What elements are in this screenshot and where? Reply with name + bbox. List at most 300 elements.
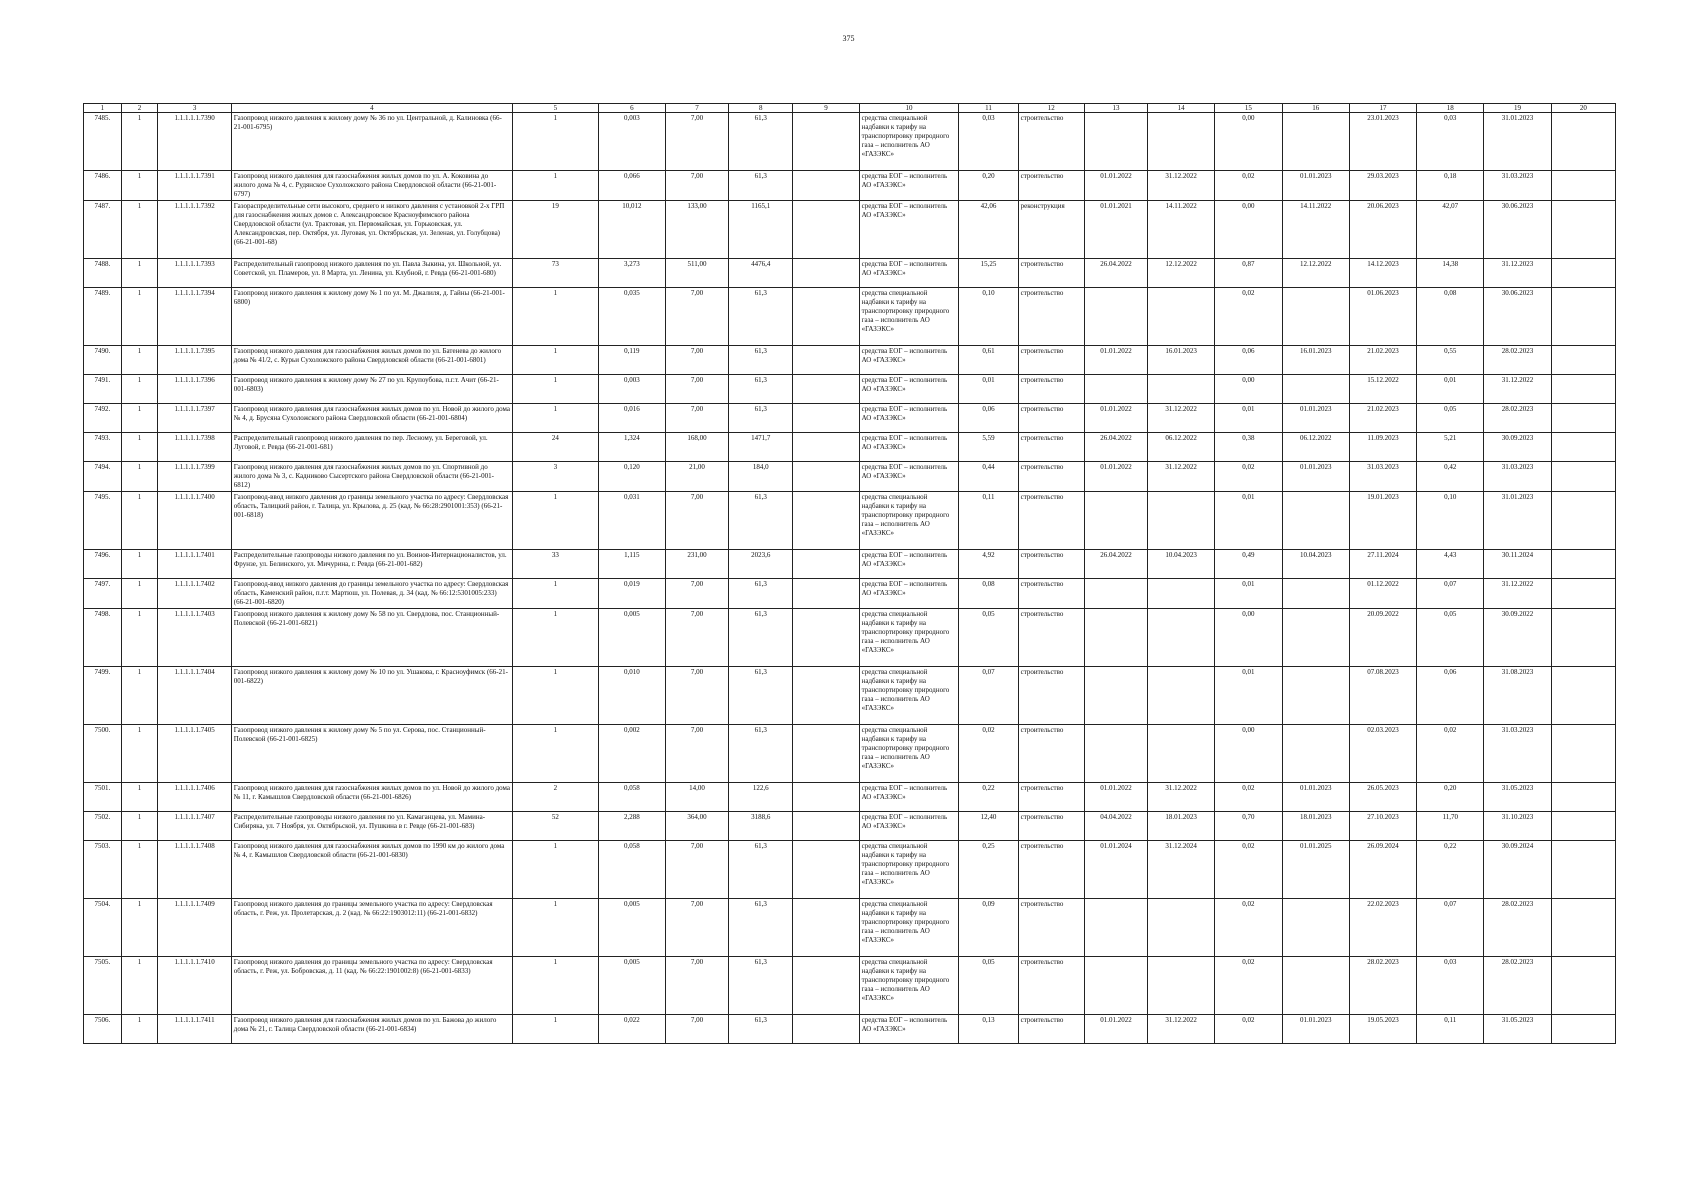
start-date xyxy=(1084,667,1147,725)
col2-value: 1 xyxy=(121,492,158,550)
col5-value: 1 xyxy=(513,579,599,609)
end-date xyxy=(1148,725,1215,783)
col18-value: 4,43 xyxy=(1417,550,1484,579)
col5-value: 1 xyxy=(513,113,599,171)
col19-date: 30.06.2023 xyxy=(1484,288,1551,346)
col19-date: 28.02.2023 xyxy=(1484,404,1551,433)
col11-value: 0,03 xyxy=(959,113,1018,171)
col5-value: 33 xyxy=(513,550,599,579)
end-date: 16.01.2023 xyxy=(1148,346,1215,375)
col15-value: 0,02 xyxy=(1215,288,1282,346)
work-type: строительство xyxy=(1018,550,1084,579)
col9-value xyxy=(793,725,859,783)
col9-value xyxy=(793,259,859,288)
funding-source: средства ЕОГ – исполнитель АО «ГАЗЭКС» xyxy=(859,783,959,812)
col19-date: 28.02.2023 xyxy=(1484,346,1551,375)
col9-value xyxy=(793,841,859,899)
length-km: 0,019 xyxy=(598,579,665,609)
col20-value xyxy=(1551,550,1615,579)
col16-date: 01.01.2023 xyxy=(1282,462,1349,492)
row-number: 7490. xyxy=(84,346,122,375)
object-code: 1.1.1.1.1.7393 xyxy=(158,259,231,288)
col15-value: 0,49 xyxy=(1215,550,1282,579)
col8-value: 61,3 xyxy=(729,404,793,433)
col5-value: 3 xyxy=(513,462,599,492)
table-row xyxy=(84,841,1616,899)
col7-value: 7,00 xyxy=(665,171,728,201)
col11-value: 12,40 xyxy=(959,812,1018,841)
work-type: строительство xyxy=(1018,346,1084,375)
col20-value xyxy=(1551,375,1615,404)
start-date: 01.01.2022 xyxy=(1084,346,1147,375)
work-type: строительство xyxy=(1018,171,1084,201)
table-row xyxy=(84,550,1616,579)
table-row xyxy=(84,259,1616,288)
object-code: 1.1.1.1.1.7399 xyxy=(158,462,231,492)
object-code: 1.1.1.1.1.7409 xyxy=(158,899,231,957)
table-row xyxy=(84,113,1616,171)
funding-source: средства специальной надбавки к тарифу на транспортировку природного газа – исполнитель АО «ГАЗЭКС» xyxy=(859,841,959,899)
col2-value: 1 xyxy=(121,579,158,609)
col5-value: 1 xyxy=(513,667,599,725)
col9-value xyxy=(793,667,859,725)
col9-value xyxy=(793,812,859,841)
col18-value: 0,22 xyxy=(1417,841,1484,899)
col16-date xyxy=(1282,113,1349,171)
col19-date: 30.09.2023 xyxy=(1484,433,1551,462)
object-description: Газораспределительные сети высокого, среднего и низкого давления с установкой 2-х ГРП для газоснабжения жилых домов с. Александровское Красноуфимского района Свердловской области (ул. Трактовая, ул. Первомайская, ул. Горьковская, ул. Александровская, пер. Октября, ул. Луговая, ул. Октябрьская, ул. Зеленая, ул. Голубцова) (66-21-001-68) xyxy=(231,201,512,259)
col9-value xyxy=(793,433,859,462)
col15-value: 0,70 xyxy=(1215,812,1282,841)
row-number: 7500. xyxy=(84,725,122,783)
col16-date: 01.01.2025 xyxy=(1282,841,1349,899)
table-body xyxy=(84,113,1616,1044)
col8-value: 61,3 xyxy=(729,841,793,899)
object-description: Газопровод-ввод низкого давления до границы земельного участка по адресу: Свердловская область, Каменский район, п.г.т. Мартюш, ул. Полевая, д. 34 (кад. № 66:12:5301005:233) (66-21-001-6820) xyxy=(231,579,512,609)
col20-value xyxy=(1551,462,1615,492)
table-row xyxy=(84,375,1616,404)
col7-value: 7,00 xyxy=(665,579,728,609)
col16-date xyxy=(1282,725,1349,783)
col7-value: 7,00 xyxy=(665,346,728,375)
object-code: 1.1.1.1.1.7404 xyxy=(158,667,231,725)
col9-value xyxy=(793,404,859,433)
col17-date: 26.09.2024 xyxy=(1349,841,1416,899)
col2-value: 1 xyxy=(121,433,158,462)
object-code: 1.1.1.1.1.7395 xyxy=(158,346,231,375)
col17-date: 27.11.2024 xyxy=(1349,550,1416,579)
col15-value: 0,01 xyxy=(1215,579,1282,609)
length-km: 3,273 xyxy=(598,259,665,288)
col16-date xyxy=(1282,288,1349,346)
col5-value: 1 xyxy=(513,375,599,404)
header-row xyxy=(84,104,1616,113)
col16-date xyxy=(1282,957,1349,1015)
col7-value: 7,00 xyxy=(665,957,728,1015)
end-date: 31.12.2024 xyxy=(1148,841,1215,899)
start-date xyxy=(1084,957,1147,1015)
col16-date: 10.04.2023 xyxy=(1282,550,1349,579)
funding-source: средства специальной надбавки к тарифу на транспортировку природного газа – исполнитель АО «ГАЗЭКС» xyxy=(859,899,959,957)
col15-value: 0,00 xyxy=(1215,725,1282,783)
start-date xyxy=(1084,725,1147,783)
col16-date: 06.12.2022 xyxy=(1282,433,1349,462)
start-date xyxy=(1084,288,1147,346)
col8-value: 61,3 xyxy=(729,957,793,1015)
object-description: Распределительный газопровод низкого давления по ул. Павла Зыкина, ул. Школьной, ул. Советской, ул. Пламеров, ул. 8 Марта, ул. Ленина, ул. Клубной, г. Ревда (66-21-001-680) xyxy=(231,259,512,288)
length-km: 0,005 xyxy=(598,609,665,667)
col11-value: 0,05 xyxy=(959,957,1018,1015)
object-description: Газопровод низкого давления для газоснабжения жилых домов по ул. Новой до жилого дома № 4, д. Брусяна Сухоложского района Свердловской области (66-21-001-6804) xyxy=(231,404,512,433)
col20-value xyxy=(1551,812,1615,841)
col9-value xyxy=(793,492,859,550)
object-description: Газопровод низкого давления для газоснабжения жилых домов по ул. А. Коковина до жилого дома № 4, с. Рудянское Сухоложского района Свердловской области (66-21-001-6797) xyxy=(231,171,512,201)
col9-value xyxy=(793,113,859,171)
col15-value: 0,01 xyxy=(1215,404,1282,433)
investment-program-table xyxy=(83,103,1616,1044)
col11-value: 0,05 xyxy=(959,609,1018,667)
col18-value: 0,05 xyxy=(1417,404,1484,433)
funding-source: средства ЕОГ – исполнитель АО «ГАЗЭКС» xyxy=(859,346,959,375)
col11-value: 0,13 xyxy=(959,1015,1018,1044)
funding-source: средства специальной надбавки к тарифу на транспортировку природного газа – исполнитель АО «ГАЗЭКС» xyxy=(859,957,959,1015)
table-row xyxy=(84,171,1616,201)
col7-value: 7,00 xyxy=(665,492,728,550)
col11-value: 0,02 xyxy=(959,725,1018,783)
col7-value: 14,00 xyxy=(665,783,728,812)
object-description: Газопровод-ввод низкого давления до границы земельного участка по адресу: Свердловская область, Талицкий район, г. Талица, ул. Крылова, д. 25 (кад. № 66:28:2901001:353) (66-21-001-6818) xyxy=(231,492,512,550)
row-number: 7498. xyxy=(84,609,122,667)
row-number: 7489. xyxy=(84,288,122,346)
col7-value: 7,00 xyxy=(665,667,728,725)
table-row xyxy=(84,783,1616,812)
col20-value xyxy=(1551,841,1615,899)
object-description: Газопровод низкого давления для газоснабжения жилых домов по ул. Спортивной до жилого дома № 3, с. Кадниково Сысертского района Свердловской области (66-21-001-6812) xyxy=(231,462,512,492)
work-type: строительство xyxy=(1018,433,1084,462)
funding-source: средства ЕОГ – исполнитель АО «ГАЗЭКС» xyxy=(859,404,959,433)
funding-source: средства ЕОГ – исполнитель АО «ГАЗЭКС» xyxy=(859,201,959,259)
col20-value xyxy=(1551,288,1615,346)
start-date: 26.04.2022 xyxy=(1084,259,1147,288)
col11-value: 0,07 xyxy=(959,667,1018,725)
end-date: 31.12.2022 xyxy=(1148,171,1215,201)
end-date: 18.01.2023 xyxy=(1148,812,1215,841)
col17-date: 21.02.2023 xyxy=(1349,346,1416,375)
col8-value: 61,3 xyxy=(729,288,793,346)
page-number: 375 xyxy=(842,34,855,43)
col17-date: 19.05.2023 xyxy=(1349,1015,1416,1044)
col9-value xyxy=(793,783,859,812)
col15-value: 0,00 xyxy=(1215,113,1282,171)
col7-value: 168,00 xyxy=(665,433,728,462)
col9-value xyxy=(793,957,859,1015)
col19-date: 31.10.2023 xyxy=(1484,812,1551,841)
work-type: строительство xyxy=(1018,404,1084,433)
col19-date: 30.09.2024 xyxy=(1484,841,1551,899)
work-type: строительство xyxy=(1018,492,1084,550)
col15-value: 0,00 xyxy=(1215,201,1282,259)
end-date xyxy=(1148,667,1215,725)
col18-value: 5,21 xyxy=(1417,433,1484,462)
header-cell-6: 6 xyxy=(598,104,665,113)
col17-date: 20.06.2023 xyxy=(1349,201,1416,259)
end-date xyxy=(1148,957,1215,1015)
table-row xyxy=(84,462,1616,492)
object-code: 1.1.1.1.1.7394 xyxy=(158,288,231,346)
col18-value: 0,42 xyxy=(1417,462,1484,492)
object-code: 1.1.1.1.1.7397 xyxy=(158,404,231,433)
row-number: 7504. xyxy=(84,899,122,957)
col9-value xyxy=(793,375,859,404)
object-description: Газопровод низкого давления для газоснабжения жилых домов по ул. Батенева до жилого дома № 41/2, с. Курьи Сухоложского района Свердловской области (66-21-001-6801) xyxy=(231,346,512,375)
table-row xyxy=(84,725,1616,783)
length-km: 0,058 xyxy=(598,783,665,812)
col15-value: 0,87 xyxy=(1215,259,1282,288)
funding-source: средства специальной надбавки к тарифу на транспортировку природного газа – исполнитель АО «ГАЗЭКС» xyxy=(859,725,959,783)
col2-value: 1 xyxy=(121,609,158,667)
object-description: Газопровод низкого давления к жилому дому № 27 по ул. Крупоубова, п.г.т. Ачит (66-21-001-6803) xyxy=(231,375,512,404)
table-row xyxy=(84,812,1616,841)
col16-date: 01.01.2023 xyxy=(1282,783,1349,812)
col16-date xyxy=(1282,492,1349,550)
end-date: 31.12.2022 xyxy=(1148,462,1215,492)
funding-source: средства специальной надбавки к тарифу на транспортировку природного газа – исполнитель АО «ГАЗЭКС» xyxy=(859,667,959,725)
header-cell-1: 1 xyxy=(84,104,122,113)
funding-source: средства ЕОГ – исполнитель АО «ГАЗЭКС» xyxy=(859,462,959,492)
table-row xyxy=(84,579,1616,609)
funding-source: средства ЕОГ – исполнитель АО «ГАЗЭКС» xyxy=(859,171,959,201)
start-date: 01.01.2022 xyxy=(1084,462,1147,492)
funding-source: средства специальной надбавки к тарифу на транспортировку природного газа – исполнитель АО «ГАЗЭКС» xyxy=(859,492,959,550)
end-date xyxy=(1148,113,1215,171)
col2-value: 1 xyxy=(121,259,158,288)
col8-value: 61,3 xyxy=(729,725,793,783)
col17-date: 15.12.2022 xyxy=(1349,375,1416,404)
header-cell-20: 20 xyxy=(1551,104,1615,113)
work-type: строительство xyxy=(1018,375,1084,404)
table-row xyxy=(84,899,1616,957)
col2-value: 1 xyxy=(121,201,158,259)
col9-value xyxy=(793,288,859,346)
col18-value: 0,18 xyxy=(1417,171,1484,201)
row-number: 7499. xyxy=(84,667,122,725)
row-number: 7501. xyxy=(84,783,122,812)
col8-value: 4476,4 xyxy=(729,259,793,288)
length-km: 0,005 xyxy=(598,899,665,957)
row-number: 7496. xyxy=(84,550,122,579)
col20-value xyxy=(1551,667,1615,725)
col20-value xyxy=(1551,346,1615,375)
end-date xyxy=(1148,375,1215,404)
start-date: 26.04.2022 xyxy=(1084,550,1147,579)
col8-value: 61,3 xyxy=(729,609,793,667)
end-date xyxy=(1148,899,1215,957)
col19-date: 31.03.2023 xyxy=(1484,725,1551,783)
col16-date: 01.01.2023 xyxy=(1282,171,1349,201)
funding-source: средства специальной надбавки к тарифу на транспортировку природного газа – исполнитель АО «ГАЗЭКС» xyxy=(859,288,959,346)
row-number: 7503. xyxy=(84,841,122,899)
end-date: 12.12.2022 xyxy=(1148,259,1215,288)
length-km: 2,288 xyxy=(598,812,665,841)
col9-value xyxy=(793,201,859,259)
col18-value: 0,05 xyxy=(1417,609,1484,667)
row-number: 7493. xyxy=(84,433,122,462)
col8-value: 2023,6 xyxy=(729,550,793,579)
work-type: строительство xyxy=(1018,113,1084,171)
col9-value xyxy=(793,550,859,579)
col18-value: 14,38 xyxy=(1417,259,1484,288)
col20-value xyxy=(1551,579,1615,609)
col5-value: 1 xyxy=(513,404,599,433)
length-km: 0,058 xyxy=(598,841,665,899)
col5-value: 24 xyxy=(513,433,599,462)
object-description: Распределительный газопровод низкого давления по пер. Лесному, ул. Береговой, ул. Луговой, г. Ревда (66-21-001-681) xyxy=(231,433,512,462)
object-code: 1.1.1.1.1.7392 xyxy=(158,201,231,259)
col16-date: 18.01.2023 xyxy=(1282,812,1349,841)
start-date: 26.04.2022 xyxy=(1084,433,1147,462)
table-row xyxy=(84,609,1616,667)
col20-value xyxy=(1551,113,1615,171)
header-cell-3: 3 xyxy=(158,104,231,113)
start-date xyxy=(1084,375,1147,404)
col7-value: 133,00 xyxy=(665,201,728,259)
col20-value xyxy=(1551,171,1615,201)
col20-value xyxy=(1551,899,1615,957)
col20-value xyxy=(1551,404,1615,433)
object-description: Газопровод низкого давления к жилому дому № 10 по ул. Ушакова, г. Красноуфимск (66-21-001-6822) xyxy=(231,667,512,725)
funding-source: средства ЕОГ – исполнитель АО «ГАЗЭКС» xyxy=(859,579,959,609)
table-row xyxy=(84,346,1616,375)
col9-value xyxy=(793,899,859,957)
col19-date: 31.05.2023 xyxy=(1484,783,1551,812)
col15-value: 0,00 xyxy=(1215,609,1282,667)
header-cell-10: 10 xyxy=(859,104,959,113)
start-date: 04.04.2022 xyxy=(1084,812,1147,841)
col18-value: 0,55 xyxy=(1417,346,1484,375)
col5-value: 2 xyxy=(513,783,599,812)
col15-value: 0,06 xyxy=(1215,346,1282,375)
col15-value: 0,02 xyxy=(1215,957,1282,1015)
col20-value xyxy=(1551,259,1615,288)
col11-value: 0,06 xyxy=(959,404,1018,433)
funding-source: средства ЕОГ – исполнитель АО «ГАЗЭКС» xyxy=(859,433,959,462)
col11-value: 0,10 xyxy=(959,288,1018,346)
col19-date: 31.12.2022 xyxy=(1484,375,1551,404)
work-type: строительство xyxy=(1018,841,1084,899)
end-date: 10.04.2023 xyxy=(1148,550,1215,579)
col8-value: 122,6 xyxy=(729,783,793,812)
col18-value: 42,07 xyxy=(1417,201,1484,259)
length-km: 1,324 xyxy=(598,433,665,462)
col9-value xyxy=(793,579,859,609)
object-code: 1.1.1.1.1.7405 xyxy=(158,725,231,783)
work-type: строительство xyxy=(1018,609,1084,667)
header-cell-12: 12 xyxy=(1018,104,1084,113)
object-description: Распределительные газопроводы низкого давления по ул. Воинов-Интернационалистов, ул. Фрунзе, ул. Белинского, ул. Мичурина, г. Ревда (66-21-001-682) xyxy=(231,550,512,579)
col17-date: 28.02.2023 xyxy=(1349,957,1416,1015)
col19-date: 31.03.2023 xyxy=(1484,171,1551,201)
col5-value: 19 xyxy=(513,201,599,259)
header-cell-13: 13 xyxy=(1084,104,1147,113)
col8-value: 61,3 xyxy=(729,346,793,375)
col8-value: 61,3 xyxy=(729,1015,793,1044)
col2-value: 1 xyxy=(121,375,158,404)
col18-value: 0,20 xyxy=(1417,783,1484,812)
row-number: 7485. xyxy=(84,113,122,171)
col5-value: 1 xyxy=(513,725,599,783)
header-cell-8: 8 xyxy=(729,104,793,113)
header-cell-18: 18 xyxy=(1417,104,1484,113)
col7-value: 7,00 xyxy=(665,841,728,899)
col5-value: 1 xyxy=(513,288,599,346)
row-number: 7502. xyxy=(84,812,122,841)
work-type: строительство xyxy=(1018,812,1084,841)
col18-value: 11,70 xyxy=(1417,812,1484,841)
col17-date: 11.09.2023 xyxy=(1349,433,1416,462)
col5-value: 1 xyxy=(513,841,599,899)
col7-value: 231,00 xyxy=(665,550,728,579)
header-cell-4: 4 xyxy=(231,104,512,113)
object-description: Распределительные газопроводы низкого давления по ул. Камаганцева, ул. Мамина-Сибиряка, ул. 7 Ноября, ул. Октябрьской, ул. Пушкина в г. Ревде (66-21-001-683) xyxy=(231,812,512,841)
length-km: 0,031 xyxy=(598,492,665,550)
length-km: 10,012 xyxy=(598,201,665,259)
col9-value xyxy=(793,171,859,201)
col16-date: 12.12.2022 xyxy=(1282,259,1349,288)
col19-date: 31.08.2023 xyxy=(1484,667,1551,725)
col5-value: 73 xyxy=(513,259,599,288)
header-cell-15: 15 xyxy=(1215,104,1282,113)
col19-date: 28.02.2023 xyxy=(1484,899,1551,957)
col20-value xyxy=(1551,957,1615,1015)
header-cell-16: 16 xyxy=(1282,104,1349,113)
funding-source: средства специальной надбавки к тарифу на транспортировку природного газа – исполнитель АО «ГАЗЭКС» xyxy=(859,609,959,667)
col20-value xyxy=(1551,783,1615,812)
col8-value: 61,3 xyxy=(729,375,793,404)
col11-value: 0,01 xyxy=(959,375,1018,404)
col2-value: 1 xyxy=(121,346,158,375)
work-type: строительство xyxy=(1018,462,1084,492)
funding-source: средства ЕОГ – исполнитель АО «ГАЗЭКС» xyxy=(859,550,959,579)
start-date xyxy=(1084,899,1147,957)
col18-value: 0,02 xyxy=(1417,725,1484,783)
col19-date: 31.03.2023 xyxy=(1484,462,1551,492)
table-row xyxy=(84,404,1616,433)
end-date: 06.12.2022 xyxy=(1148,433,1215,462)
col9-value xyxy=(793,609,859,667)
col18-value: 0,01 xyxy=(1417,375,1484,404)
col18-value: 0,10 xyxy=(1417,492,1484,550)
header-cell-9: 9 xyxy=(793,104,859,113)
col11-value: 0,61 xyxy=(959,346,1018,375)
col7-value: 7,00 xyxy=(665,113,728,171)
col2-value: 1 xyxy=(121,899,158,957)
start-date: 01.01.2024 xyxy=(1084,841,1147,899)
col15-value: 0,02 xyxy=(1215,841,1282,899)
col20-value xyxy=(1551,201,1615,259)
funding-source: средства ЕОГ – исполнитель АО «ГАЗЭКС» xyxy=(859,812,959,841)
start-date: 01.01.2022 xyxy=(1084,404,1147,433)
col17-date: 22.02.2023 xyxy=(1349,899,1416,957)
header-cell-19: 19 xyxy=(1484,104,1551,113)
col20-value xyxy=(1551,492,1615,550)
col16-date: 01.01.2023 xyxy=(1282,404,1349,433)
row-number: 7506. xyxy=(84,1015,122,1044)
object-code: 1.1.1.1.1.7400 xyxy=(158,492,231,550)
col8-value: 3188,6 xyxy=(729,812,793,841)
work-type: строительство xyxy=(1018,957,1084,1015)
col16-date xyxy=(1282,579,1349,609)
col11-value: 0,44 xyxy=(959,462,1018,492)
